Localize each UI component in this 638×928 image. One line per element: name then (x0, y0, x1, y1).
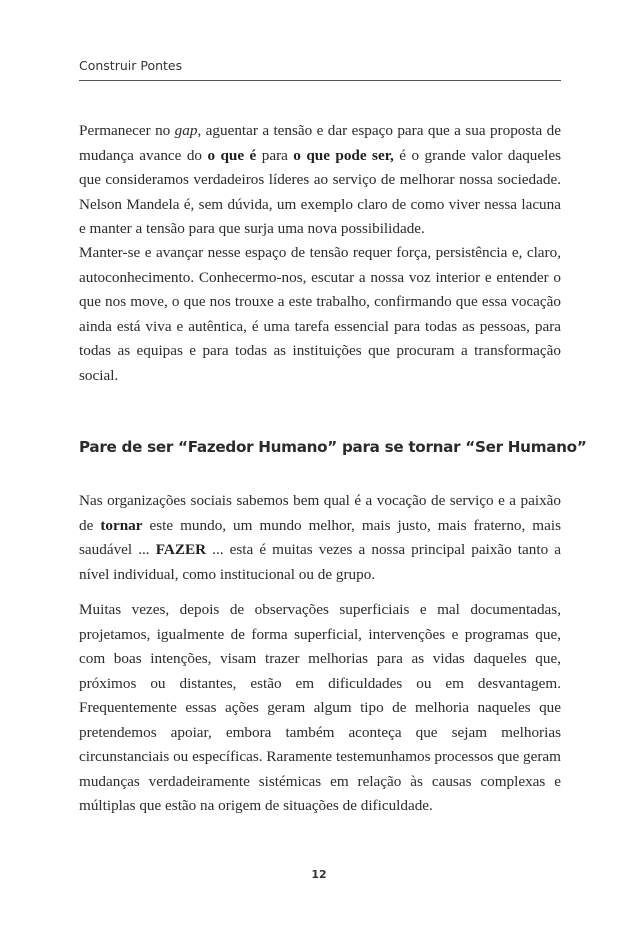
header-divider (79, 80, 561, 81)
p3-text: Nas organizações sociais sabemos bem qual é a vocação de serviço e a paixão de (79, 492, 561, 534)
paragraph-3 (79, 489, 561, 587)
p1-italic-gap: gap (174, 122, 198, 139)
p1-text: , aguentar a tensão e dar espaço para que a sua proposta de mudança avance do (79, 122, 561, 164)
p3-text: ... esta é muitas vezes a nossa principal paixão tanto a nível individual, como institucional ou de grupo. (79, 541, 562, 583)
paragraph-1 (79, 119, 561, 242)
p3-bold-tornar: tornar (100, 516, 143, 534)
paragraph-4: Muitas vezes, depois de observações superficiais e mal documentadas, projetamos, igualmente de forma superficial, intervenções e programas que, com boas intenções, visam trazer melhorias para as vidas daqueles que, próximos ou distantes, estão em dificuldades ou em desvantagem. Frequentemente essas ações geram algum tipo de melhoria naqueles que pretendemos apoiar, embora também aconteça que sejam melhorias circunstanciais ou específicas. Raramente testemunhamos processos que geram mudanças verdadeiramente sistémicas em relação às causas complexas e múltiplas que estão na origem de situações de dificuldade. (79, 601, 561, 814)
page-number: 12 (311, 868, 327, 881)
p1-text: Permanecer no (79, 122, 175, 139)
section-heading: Pare de ser “Fazedor Humano” para se tornar “Ser Humano” (79, 438, 587, 456)
p1-text: é o grande valor daqueles que consideramos verdadeiros líderes ao serviço de melhorar nossa sociedade. Nelson Mandela é, sem dúvida, um exemplo claro de como viver nessa lacuna e manter a tensão para que surja uma nova possibilidade. (79, 146, 562, 237)
p3-bold-fazer: FAZER (155, 541, 207, 558)
paragraph-2: Manter-se e avançar nesse espaço de tensão requer força, persistência e, claro, autoconhecimento. Conhecermo-nos, escutar a nossa voz interior e entender o que nos move, o que nos trouxe a este trabalho, confirmando que essa vocação ainda está viva e autêntica, é uma tarefa essencial para todas as pessoas, para todas as equipas e para todas as instituições que procuram a transformação social. (79, 244, 561, 384)
p1-bold-o-que-e: o que é (207, 146, 257, 164)
p1-bold-o-que-pode-ser: o que pode ser, (293, 146, 394, 164)
running-header: Construir Pontes (79, 58, 183, 73)
p3-text: este mundo, um mundo melhor, mais justo, mais fraterno, mais saudável ... (79, 516, 561, 558)
p1-text: para (256, 146, 294, 164)
